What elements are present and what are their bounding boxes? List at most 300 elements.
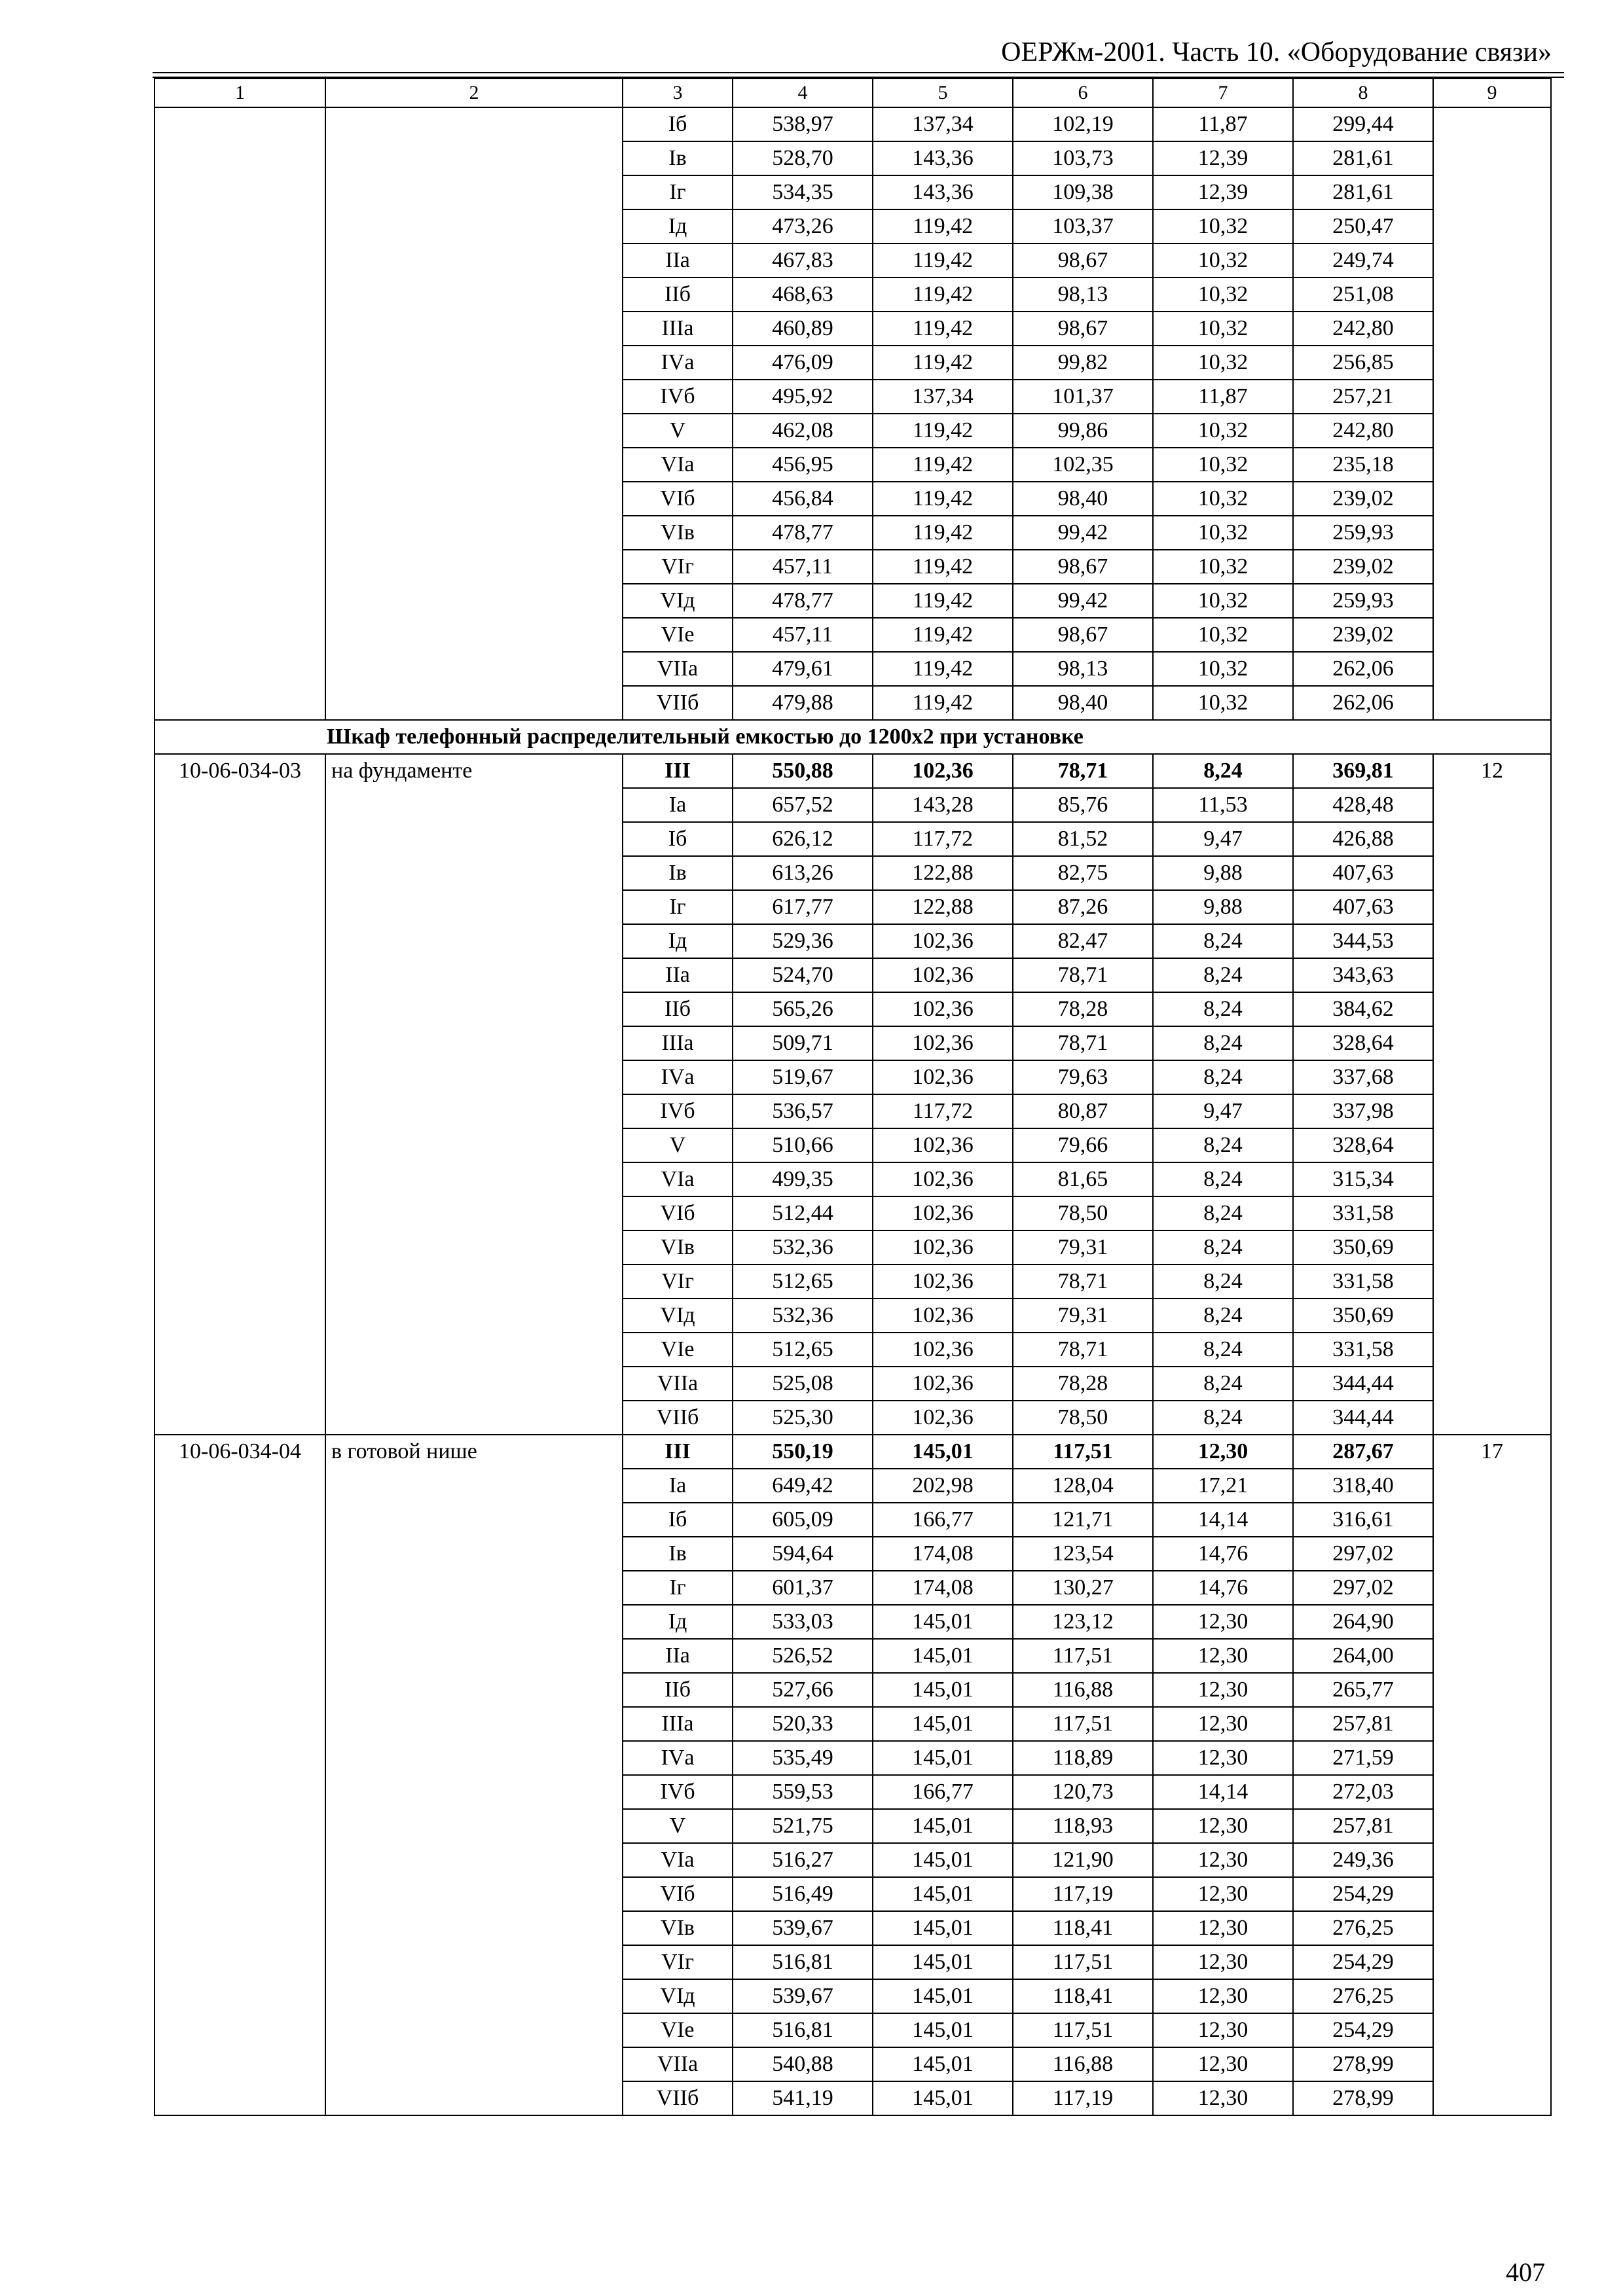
value-cell: 98,67 [1013, 312, 1153, 346]
value-cell: 479,61 [733, 652, 873, 686]
value-cell: 9,88 [1153, 890, 1293, 924]
value-cell: 276,25 [1293, 1911, 1433, 1945]
value-cell: 79,31 [1013, 1299, 1153, 1333]
value-cell: 8,24 [1153, 958, 1293, 992]
value-cell: 10,32 [1153, 278, 1293, 312]
value-cell: 479,88 [733, 686, 873, 720]
value-cell: 12,39 [1153, 141, 1293, 175]
value-cell: 117,72 [873, 822, 1013, 856]
value-cell: 119,42 [873, 686, 1013, 720]
value-cell: 278,99 [1293, 2081, 1433, 2115]
value-cell: 80,87 [1013, 1094, 1153, 1128]
value-cell: 8,24 [1153, 1401, 1293, 1435]
value-cell: 344,53 [1293, 924, 1433, 958]
zone-cell: VIе [623, 2013, 733, 2047]
value-cell: 109,38 [1013, 175, 1153, 209]
zone-cell: V [623, 1128, 733, 1162]
value-cell: 626,12 [733, 822, 873, 856]
value-cell: 119,42 [873, 584, 1013, 618]
value-cell: 10,32 [1153, 448, 1293, 482]
value-cell: 117,51 [1013, 1707, 1153, 1741]
value-cell: 87,26 [1013, 890, 1153, 924]
value-cell: 250,47 [1293, 209, 1433, 243]
zone-cell: IVа [623, 1060, 733, 1094]
value-cell: 535,49 [733, 1741, 873, 1775]
value-cell: 118,93 [1013, 1809, 1153, 1843]
value-cell: 235,18 [1293, 448, 1433, 482]
value-cell: 512,44 [733, 1196, 873, 1230]
note-cell [1433, 107, 1551, 720]
value-cell: 123,54 [1013, 1537, 1153, 1571]
value-cell: 532,36 [733, 1299, 873, 1333]
value-cell: 103,73 [1013, 141, 1153, 175]
value-cell: 239,02 [1293, 482, 1433, 516]
value-cell: 121,71 [1013, 1503, 1153, 1537]
value-cell: 257,81 [1293, 1707, 1433, 1741]
value-cell: 14,14 [1153, 1503, 1293, 1537]
value-cell: 102,36 [873, 992, 1013, 1026]
value-cell: 8,24 [1153, 1265, 1293, 1299]
value-cell: 78,71 [1013, 958, 1153, 992]
value-cell: 78,28 [1013, 992, 1153, 1026]
value-cell: 119,42 [873, 448, 1013, 482]
value-cell: 337,68 [1293, 1060, 1433, 1094]
zone-cell: VIб [623, 482, 733, 516]
value-cell: 137,34 [873, 380, 1013, 414]
value-cell: 10,32 [1153, 584, 1293, 618]
zone-cell: IIб [623, 1673, 733, 1707]
value-cell: 12,30 [1153, 1877, 1293, 1911]
value-cell: 85,76 [1013, 788, 1153, 822]
value-cell: 98,13 [1013, 652, 1153, 686]
value-cell: 265,77 [1293, 1673, 1433, 1707]
value-cell: 516,81 [733, 2013, 873, 2047]
value-cell: 8,24 [1153, 1128, 1293, 1162]
zone-cell: IVб [623, 1094, 733, 1128]
value-cell: 565,26 [733, 992, 873, 1026]
value-cell: 456,95 [733, 448, 873, 482]
rate-code-cell [155, 107, 325, 720]
value-cell: 12,30 [1153, 2013, 1293, 2047]
value-cell: 79,66 [1013, 1128, 1153, 1162]
value-cell: 272,03 [1293, 1775, 1433, 1809]
value-cell: 78,50 [1013, 1196, 1153, 1230]
value-cell: 128,04 [1013, 1469, 1153, 1503]
value-cell: 78,71 [1013, 754, 1153, 788]
value-cell: 257,81 [1293, 1809, 1433, 1843]
value-cell: 145,01 [873, 1605, 1013, 1639]
value-cell: 239,02 [1293, 618, 1433, 652]
value-cell: 99,82 [1013, 346, 1153, 380]
value-cell: 8,24 [1153, 1367, 1293, 1401]
value-cell: 541,19 [733, 2081, 873, 2115]
value-cell: 12,30 [1153, 2081, 1293, 2115]
value-cell: 512,65 [733, 1265, 873, 1299]
zone-cell: IVб [623, 380, 733, 414]
value-cell: 532,36 [733, 1230, 873, 1265]
value-cell: 119,42 [873, 482, 1013, 516]
zone-cell: VIIа [623, 1367, 733, 1401]
zone-cell: Iд [623, 1605, 733, 1639]
zone-cell: Iв [623, 141, 733, 175]
value-cell: 119,42 [873, 652, 1013, 686]
work-description-cell: в готовой нише [325, 1435, 623, 2115]
value-cell: 98,40 [1013, 686, 1153, 720]
value-cell: 143,36 [873, 175, 1013, 209]
value-cell: 350,69 [1293, 1299, 1433, 1333]
value-cell: 119,42 [873, 516, 1013, 550]
value-cell: 10,32 [1153, 346, 1293, 380]
value-cell: 102,36 [873, 1333, 1013, 1367]
value-cell: 119,42 [873, 278, 1013, 312]
column-number: 7 [1153, 79, 1293, 107]
value-cell: 122,88 [873, 856, 1013, 890]
value-cell: 119,42 [873, 414, 1013, 448]
zone-cell: Iг [623, 890, 733, 924]
zone-cell: VIе [623, 1333, 733, 1367]
value-cell: 550,19 [733, 1435, 873, 1469]
value-cell: 119,42 [873, 243, 1013, 278]
value-cell: 11,87 [1153, 107, 1293, 141]
zone-cell: VIе [623, 618, 733, 652]
zone-cell: VIIб [623, 2081, 733, 2115]
value-cell: 478,77 [733, 516, 873, 550]
value-cell: 254,29 [1293, 1877, 1433, 1911]
zone-cell: Iг [623, 1571, 733, 1605]
value-cell: 256,85 [1293, 346, 1433, 380]
zone-cell: IIб [623, 278, 733, 312]
value-cell: 526,52 [733, 1639, 873, 1673]
value-cell: 145,01 [873, 1877, 1013, 1911]
zone-cell: Iд [623, 924, 733, 958]
value-cell: 550,88 [733, 754, 873, 788]
value-cell: 118,41 [1013, 1911, 1153, 1945]
value-cell: 78,71 [1013, 1265, 1153, 1299]
value-cell: 262,06 [1293, 652, 1433, 686]
value-cell: 316,61 [1293, 1503, 1433, 1537]
value-cell: 102,36 [873, 1060, 1013, 1094]
value-cell: 315,34 [1293, 1162, 1433, 1196]
value-cell: 344,44 [1293, 1367, 1433, 1401]
value-cell: 533,03 [733, 1605, 873, 1639]
value-cell: 617,77 [733, 890, 873, 924]
value-cell: 119,42 [873, 209, 1013, 243]
zone-cell: VIIа [623, 652, 733, 686]
value-cell: 297,02 [1293, 1571, 1433, 1605]
value-cell: 118,89 [1013, 1741, 1153, 1775]
value-cell: 12,39 [1153, 175, 1293, 209]
value-cell: 98,67 [1013, 618, 1153, 652]
value-cell: 8,24 [1153, 1230, 1293, 1265]
zone-cell: VIд [623, 1299, 733, 1333]
value-cell: 462,08 [733, 414, 873, 448]
zone-cell: Iа [623, 788, 733, 822]
value-cell: 102,36 [873, 1230, 1013, 1265]
zone-cell: Iд [623, 209, 733, 243]
value-cell: 9,47 [1153, 1094, 1293, 1128]
value-cell: 81,52 [1013, 822, 1153, 856]
value-cell: 117,51 [1013, 1435, 1153, 1469]
value-cell: 117,72 [873, 1094, 1013, 1128]
value-cell: 476,09 [733, 346, 873, 380]
value-cell: 12,30 [1153, 1911, 1293, 1945]
value-cell: 10,32 [1153, 482, 1293, 516]
value-cell: 145,01 [873, 1707, 1013, 1741]
value-cell: 538,97 [733, 107, 873, 141]
value-cell: 509,71 [733, 1026, 873, 1060]
value-cell: 82,75 [1013, 856, 1153, 890]
value-cell: 299,44 [1293, 107, 1433, 141]
work-description-cell [325, 107, 623, 720]
value-cell: 145,01 [873, 1945, 1013, 1979]
zone-cell: IIб [623, 992, 733, 1026]
value-cell: 98,67 [1013, 243, 1153, 278]
value-cell: 119,42 [873, 550, 1013, 584]
value-cell: 516,27 [733, 1843, 873, 1877]
value-cell: 11,53 [1153, 788, 1293, 822]
zone-cell: VIIб [623, 686, 733, 720]
value-cell: 331,58 [1293, 1265, 1433, 1299]
value-cell: 495,92 [733, 380, 873, 414]
value-cell: 520,33 [733, 1707, 873, 1741]
value-cell: 14,76 [1153, 1571, 1293, 1605]
value-cell: 10,32 [1153, 209, 1293, 243]
value-cell: 254,29 [1293, 1945, 1433, 1979]
value-cell: 78,50 [1013, 1401, 1153, 1435]
value-cell: 516,49 [733, 1877, 873, 1911]
value-cell: 82,47 [1013, 924, 1153, 958]
value-cell: 102,36 [873, 1401, 1013, 1435]
value-cell: 478,77 [733, 584, 873, 618]
value-cell: 117,51 [1013, 1639, 1153, 1673]
value-cell: 145,01 [873, 1741, 1013, 1775]
value-cell: 456,84 [733, 482, 873, 516]
zone-cell: IIа [623, 1639, 733, 1673]
column-number: 5 [873, 79, 1013, 107]
value-cell: 102,36 [873, 754, 1013, 788]
value-cell: 166,77 [873, 1503, 1013, 1537]
value-cell: 102,35 [1013, 448, 1153, 482]
value-cell: 122,88 [873, 890, 1013, 924]
value-cell: 145,01 [873, 1809, 1013, 1843]
value-cell: 328,64 [1293, 1128, 1433, 1162]
table-row [155, 1435, 1551, 1469]
value-cell: 78,71 [1013, 1333, 1153, 1367]
value-cell: 468,63 [733, 278, 873, 312]
value-cell: 8,24 [1153, 754, 1293, 788]
value-cell: 98,40 [1013, 482, 1153, 516]
zone-cell: VIд [623, 1979, 733, 2013]
zone-cell: V [623, 414, 733, 448]
value-cell: 12,30 [1153, 1639, 1293, 1673]
value-cell: 539,67 [733, 1911, 873, 1945]
value-cell: 130,27 [1013, 1571, 1153, 1605]
value-cell: 79,63 [1013, 1060, 1153, 1094]
value-cell: 8,24 [1153, 1060, 1293, 1094]
section-row [155, 720, 1551, 754]
column-number: 8 [1293, 79, 1433, 107]
value-cell: 202,98 [873, 1469, 1013, 1503]
value-cell: 8,24 [1153, 992, 1293, 1026]
value-cell: 137,34 [873, 107, 1013, 141]
value-cell: 102,36 [873, 1265, 1013, 1299]
value-cell: 143,36 [873, 141, 1013, 175]
value-cell: 525,30 [733, 1401, 873, 1435]
value-cell: 12,30 [1153, 1979, 1293, 2013]
value-cell: 120,73 [1013, 1775, 1153, 1809]
zone-cell: VIа [623, 1843, 733, 1877]
zone-cell: III [623, 754, 733, 788]
value-cell: 117,19 [1013, 1877, 1153, 1911]
value-cell: 527,66 [733, 1673, 873, 1707]
value-cell: 369,81 [1293, 754, 1433, 788]
value-cell: 249,74 [1293, 243, 1433, 278]
value-cell: 143,28 [873, 788, 1013, 822]
value-cell: 145,01 [873, 2047, 1013, 2081]
value-cell: 145,01 [873, 1639, 1013, 1673]
zone-cell: VIд [623, 584, 733, 618]
value-cell: 118,41 [1013, 1979, 1153, 2013]
table-row [155, 754, 1551, 788]
value-cell: 119,42 [873, 312, 1013, 346]
value-cell: 594,64 [733, 1537, 873, 1571]
value-cell: 428,48 [1293, 788, 1433, 822]
zone-cell: IIIа [623, 1026, 733, 1060]
zone-cell: VIIа [623, 2047, 733, 2081]
value-cell: 116,88 [1013, 1673, 1153, 1707]
value-cell: 116,88 [1013, 2047, 1153, 2081]
zone-cell: V [623, 1809, 733, 1843]
value-cell: 529,36 [733, 924, 873, 958]
zone-cell: Iа [623, 1469, 733, 1503]
value-cell: 407,63 [1293, 856, 1433, 890]
value-cell: 536,57 [733, 1094, 873, 1128]
value-cell: 264,00 [1293, 1639, 1433, 1673]
zone-cell: Iв [623, 1537, 733, 1571]
value-cell: 117,51 [1013, 1945, 1153, 1979]
value-cell: 384,62 [1293, 992, 1433, 1026]
table-row [155, 107, 1551, 141]
value-cell: 460,89 [733, 312, 873, 346]
value-cell: 145,01 [873, 2013, 1013, 2047]
value-cell: 14,14 [1153, 1775, 1293, 1809]
rate-code-cell: 10-06-034-04 [155, 1435, 325, 2115]
value-cell: 8,24 [1153, 1333, 1293, 1367]
zone-cell: Iб [623, 822, 733, 856]
zone-cell: IIа [623, 243, 733, 278]
value-cell: 344,44 [1293, 1401, 1433, 1435]
value-cell: 457,11 [733, 618, 873, 652]
value-cell: 8,24 [1153, 1162, 1293, 1196]
note-cell: 12 [1433, 754, 1551, 1435]
value-cell: 12,30 [1153, 1435, 1293, 1469]
value-cell: 510,66 [733, 1128, 873, 1162]
value-cell: 78,71 [1013, 1026, 1153, 1060]
zone-cell: IIIа [623, 1707, 733, 1741]
zone-cell: Iг [623, 175, 733, 209]
value-cell: 99,42 [1013, 584, 1153, 618]
zone-cell: VIг [623, 1265, 733, 1299]
value-cell: 102,36 [873, 924, 1013, 958]
value-cell: 119,42 [873, 618, 1013, 652]
value-cell: 145,01 [873, 1843, 1013, 1877]
page-header: ОЕРЖм-2001. Часть 10. «Оборудование связи» [1001, 37, 1552, 67]
value-cell: 10,32 [1153, 686, 1293, 720]
value-cell: 174,08 [873, 1571, 1013, 1605]
value-cell: 117,51 [1013, 2013, 1153, 2047]
value-cell: 271,59 [1293, 1741, 1433, 1775]
value-cell: 98,67 [1013, 550, 1153, 584]
value-cell: 102,36 [873, 1196, 1013, 1230]
value-cell: 102,36 [873, 1128, 1013, 1162]
zone-cell: VIв [623, 516, 733, 550]
value-cell: 81,65 [1013, 1162, 1153, 1196]
value-cell: 102,36 [873, 1299, 1013, 1333]
value-cell: 145,01 [873, 1979, 1013, 2013]
value-cell: 242,80 [1293, 414, 1433, 448]
value-cell: 254,29 [1293, 2013, 1433, 2047]
value-cell: 121,90 [1013, 1843, 1153, 1877]
value-cell: 8,24 [1153, 1026, 1293, 1060]
value-cell: 328,64 [1293, 1026, 1433, 1060]
value-cell: 528,70 [733, 141, 873, 175]
value-cell: 12,30 [1153, 1605, 1293, 1639]
value-cell: 343,63 [1293, 958, 1433, 992]
value-cell: 102,36 [873, 1162, 1013, 1196]
value-cell: 12,30 [1153, 1741, 1293, 1775]
zone-cell: IVа [623, 1741, 733, 1775]
value-cell: 242,80 [1293, 312, 1433, 346]
value-cell: 657,52 [733, 788, 873, 822]
value-cell: 559,53 [733, 1775, 873, 1809]
value-cell: 8,24 [1153, 1196, 1293, 1230]
value-cell: 473,26 [733, 209, 873, 243]
zone-cell: VIа [623, 448, 733, 482]
value-cell: 102,36 [873, 1026, 1013, 1060]
section-title: Шкаф телефонный распределительный емкостью до 1200х2 при установке [155, 720, 1551, 754]
value-cell: 12,30 [1153, 1707, 1293, 1741]
value-cell: 79,31 [1013, 1230, 1153, 1265]
value-cell: 524,70 [733, 958, 873, 992]
column-number: 3 [623, 79, 733, 107]
value-cell: 99,86 [1013, 414, 1153, 448]
value-cell: 281,61 [1293, 175, 1433, 209]
value-cell: 249,36 [1293, 1843, 1433, 1877]
value-cell: 145,01 [873, 1435, 1013, 1469]
table-body [155, 79, 1551, 2115]
value-cell: 102,36 [873, 958, 1013, 992]
value-cell: 10,32 [1153, 414, 1293, 448]
value-cell: 99,42 [1013, 516, 1153, 550]
page-number: 407 [1506, 2257, 1545, 2287]
value-cell: 331,58 [1293, 1196, 1433, 1230]
value-cell: 613,26 [733, 856, 873, 890]
zone-cell: IIIа [623, 312, 733, 346]
zone-cell: IIа [623, 958, 733, 992]
value-cell: 251,08 [1293, 278, 1433, 312]
value-cell: 11,87 [1153, 380, 1293, 414]
value-cell: 281,61 [1293, 141, 1433, 175]
value-cell: 649,42 [733, 1469, 873, 1503]
value-cell: 10,32 [1153, 243, 1293, 278]
value-cell: 12,30 [1153, 1945, 1293, 1979]
value-cell: 145,01 [873, 2081, 1013, 2115]
value-cell: 519,67 [733, 1060, 873, 1094]
column-numbers-row [155, 79, 1551, 107]
value-cell: 103,37 [1013, 209, 1153, 243]
zone-cell: IVа [623, 346, 733, 380]
rate-code-cell: 10-06-034-03 [155, 754, 325, 1435]
